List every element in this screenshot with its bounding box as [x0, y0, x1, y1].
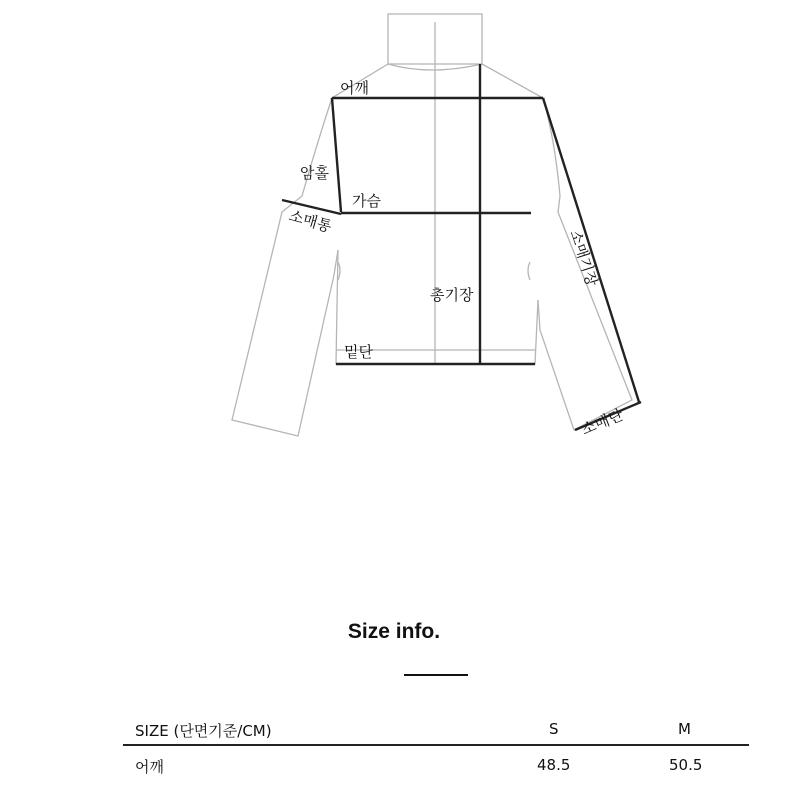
label-sleeve-hem: 소매단 [578, 405, 626, 439]
label-sleeve-length: 소매기장 [566, 227, 602, 289]
label-armhole: 암홀 [300, 164, 329, 182]
table-header-label: SIZE (단면기준/CM) [135, 722, 272, 740]
title-underline [404, 674, 468, 676]
row-value-s: 48.5 [537, 756, 571, 774]
armhole-line [332, 98, 341, 212]
table-header-size-s: S [549, 720, 559, 738]
row-label: 어깨 [135, 758, 164, 776]
label-total-length: 총기장 [430, 286, 474, 304]
row-value-m: 50.5 [669, 756, 703, 774]
table-header-size-m: M [678, 720, 691, 738]
size-info-title: Size info. [347, 620, 441, 643]
label-hem: 밑단 [344, 343, 373, 361]
label-sleeve-width: 소매통 [286, 206, 334, 236]
table-header-divider [123, 744, 749, 746]
label-shoulder: 어깨 [340, 79, 369, 97]
label-chest: 가슴 [352, 192, 381, 210]
